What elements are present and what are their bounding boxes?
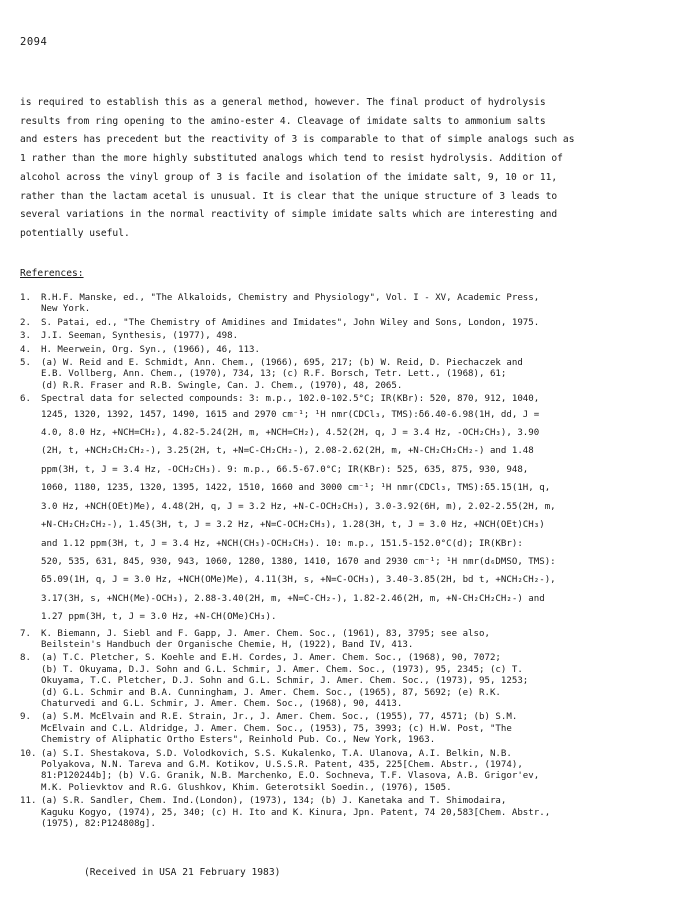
reference-line: Beilstein's Handbuch der Organische Chemie, H, (1922), Band IV, 413. [41,639,414,650]
paragraph-line: potentially useful. [20,227,130,239]
reference-line: Chaturvedi and G.L. Schmir, J. Amer. Chem. Soc., (1968), 90, 4413. [41,698,403,709]
paragraph-line: and esters has precedent but the reactivity of 3 is comparable to that of simple analogs such as [20,134,575,146]
paragraph-line: 1 rather than the more highly substituted analogs which tend to resist hydrolysis. Addition of [20,153,563,165]
reference-line: Spectral data for selected compounds: 3: m.p., 102.0-102.5°C; IR(KBr): 520, 870, 912, 1040, [41,394,540,405]
reference-number: 2. [20,317,31,328]
discussion-paragraph [20,94,660,244]
reference-number: 11. [20,796,37,807]
reference-line: δ5.09(1H, q, J = 3.0 Hz, +NCH(OMe)Me), 4.11(3H, s, +N=C-OCH₃), 3.40-3.85(2H, bd t, +NCH₂CH₂-), [41,575,556,586]
paragraph-line: several variations in the normal reactivity of simple imidate salts which are interesting and [20,209,558,221]
references-heading: References: [20,268,84,279]
reference-item [20,331,670,342]
reference-line: New York. [41,304,91,315]
reference-line: S. Patai, ed., "The Chemistry of Amidines and Imidates", John Wiley and Sons, London, 1975. [41,317,540,328]
reference-item [20,318,670,329]
reference-line: 4.0, 8.0 Hz, +NCH=CH₂), 4.82-5.24(2H, m, +NCH=CH₂), 4.52(2H, q, J = 3.4 Hz, -OCH₂CH₃), 3.90 [41,428,540,439]
reference-number: 9. [20,712,31,723]
reference-line: 520, 535, 631, 845, 930, 943, 1060, 1280, 1380, 1410, 1670 and 2930 cm⁻¹; ¹H nmr(d₆DMSO, TMS): [41,556,556,567]
reference-line: 1060, 1180, 1235, 1320, 1395, 1422, 1510, 1660 and 3000 cm⁻¹; ¹H nmr(CDCl₃, TMS):δ5.15(1H, q, [41,483,551,494]
reference-line: 1245, 1320, 1392, 1457, 1490, 1615 and 2970 cm⁻¹; ¹H nmr(CDCl₃, TMS):δ6.40-6.98(1H, dd, J = [41,409,540,420]
reference-text [41,358,670,392]
reference-line: ppm(3H, t, J = 3.4 Hz, -OCH₂CH₃). 9: m.p., 66.5-67.0°C; IR(KBr): 525, 635, 875, 930, 948, [41,464,529,475]
received-note: (Received in USA 21 February 1983) [84,867,281,878]
reference-line: 1.27 ppm(3H, t, J = 3.0 Hz, +N-CH(OMe)CH₃). [41,612,277,623]
reference-line: (d) G.L. Schmir and B.A. Cunningham, J. Amer. Chem. Soc., (1965), 87, 5692; (e) R.K. [41,687,501,698]
reference-line: (b) T. Okuyama, D.J. Sohn and G.L. Schmir, J. Amer. Chem. Soc., (1973), 95, 2345; (c) T. [41,664,523,675]
reference-line: 3.17(3H, s, +NCH(Me)-OCH₃), 2.88-3.40(2H, m, +N=C-CH₂-), 1.82-2.46(2H, m, +N-CH₂CH₂CH₂-) and [41,593,545,604]
paragraph-line: alcohol across the vinyl group of 3 is facile and isolation of the imidate salt, 9, 10 or 11, [20,171,558,183]
reference-line: R.H.F. Manske, ed., "The Alkaloids, Chemistry and Physiology", Vol. I - XV, Academic Press, [41,293,540,303]
reference-line: (2H, t, +NCH₂CH₂CH₂-), 3.25(2H, t, +N=C-CH₂CH₂-), 2.08-2.62(2H, m, +N-CH₂CH₂CH₂-) and 1.48 [41,446,534,457]
reference-number: 8. [20,653,31,664]
reference-number: 5. [20,358,31,369]
reference-number: 7. [20,628,31,639]
reference-item [20,629,670,652]
reference-item [20,712,670,746]
reference-item [20,394,670,626]
reference-line: Kaguku Kogyo, (1974), 25, 340; (c) H. Ito and K. Kinura, Jpn. Patent, 74 20,583[Chem. Abstr., [41,807,551,818]
reference-line: 3.0 Hz, +NCH(OEt)Me), 4.48(2H, q, J = 3.2 Hz, +N-C-OCH₂CH₃), 3.0-3.92(6H, m), 2.02-2.55(2H, m, [41,501,556,512]
reference-line: K. Biemann, J. Siebl and F. Gapp, J. Amer. Chem. Soc., (1961), 83, 3795; see also, [41,628,490,639]
reference-text [41,796,670,830]
reference-line: and 1.12 ppm(3H, t, J = 3.4 Hz, +NCH(CH₃)-OCH₂CH₃). 10: m.p., 151.5-152.0°C(d); IR(KBr): [41,538,523,549]
reference-line: Okuyama, T.C. Pletcher, D.J. Sohn and G.L. Schmir, J. Amer. Chem. Soc., (1973), 95, 1253; [41,676,529,687]
reference-item [20,796,670,830]
reference-number: 3. [20,331,31,342]
reference-line: J.I. Seeman, Synthesis, (1977), 498. [41,331,239,342]
reference-line: (a) S.I. Shestakova, S.D. Volodkovich, S.S. Kukalenko, T.A. Ulanova, A.I. Belkin, N.B. [41,748,512,759]
reference-text [41,394,670,626]
reference-line: H. Meerwein, Org. Syn., (1966), 46, 113. [41,344,260,355]
reference-text [41,345,670,356]
reference-text [41,712,670,746]
reference-line: +N-CH₂CH₂CH₂-), 1.45(3H, t, J = 3.2 Hz, +N=C-OCH₂CH₃), 1.28(3H, t, J = 3.0 Hz, +NCH(OEt)CH₃) [41,520,545,531]
reference-line: Polyakova, N.N. Tareva and G.M. Kotikov, U.S.S.R. Patent, 435, 225[Chem. Abstr., (1974), [41,760,523,770]
paragraph-line: is required to establish this as a general method, however. The final product of hydrolysis [20,97,546,108]
reference-number: 6. [20,394,31,405]
reference-item [20,749,670,795]
reference-line: 81:P120244b]; (b) V.G. Granik, N.B. Marchenko, E.O. Sochneva, T.F. Vlasova, A.B. Grigor'ev, [41,771,540,782]
reference-line: (a) S.R. Sandler, Chem. Ind.(London), (1973), 134; (b) J. Kanetaka and T. Shimodaira, [41,796,507,807]
reference-item [20,358,670,392]
reference-number: 4. [20,344,31,355]
reference-text [41,293,670,316]
reference-item [20,345,670,356]
reference-line: (a) T.C. Pletcher, S. Koehle and E.H. Cordes, J. Amer. Chem. Soc., (1968), 90, 7072; [41,653,501,664]
reference-text [41,653,670,710]
reference-line: E.B. Vollberg, Ann. Chem., (1970), 734, 13; (c) R.F. Borsch, Tetr. Lett., (1968), 61; [41,369,507,380]
page-number: 2094 [20,36,48,48]
reference-text [41,318,670,329]
reference-line: McElvain and C.L. Aldridge, J. Amer. Chem. Soc., (1953), 75, 3993; (c) H.W. Post, "The [41,723,512,734]
reference-line: (a) S.M. McElvain and R.E. Strain, Jr., J. Amer. Chem. Soc., (1955), 77, 4571; (b) S.M. [41,712,518,723]
reference-text [41,749,670,795]
paragraph-line: results from ring opening to the amino-ester 4. Cleavage of imidate salts to ammonium salts [20,115,546,127]
reference-line: Chemistry of Aliphatic Ortho Esters", Reinhold Pub. Co., New York, 1963. [41,735,436,746]
reference-line: (a) W. Reid and E. Schmidt, Ann. Chem., (1966), 695, 217; (b) W. Reid, D. Piechaczek and [41,358,523,369]
reference-number: 1. [20,293,31,303]
reference-line: (1975), 82:P124808g]. [41,819,156,830]
reference-item [20,653,670,710]
reference-text [41,331,670,342]
reference-line: M.K. Polievktov and R.G. Glushkov, Khim. Geterotsikl Soedin., (1976), 1505. [41,782,452,793]
reference-item [20,293,670,316]
references-list [20,293,670,832]
paragraph-line: rather than the lactam acetal is unusual. It is clear that the unique structure of 3 leads to [20,190,558,202]
reference-text [41,629,670,652]
reference-number: 10. [20,748,37,759]
reference-line: (d) R.R. Fraser and R.B. Swingle, Can. J. Chem., (1970), 48, 2065. [41,380,403,391]
